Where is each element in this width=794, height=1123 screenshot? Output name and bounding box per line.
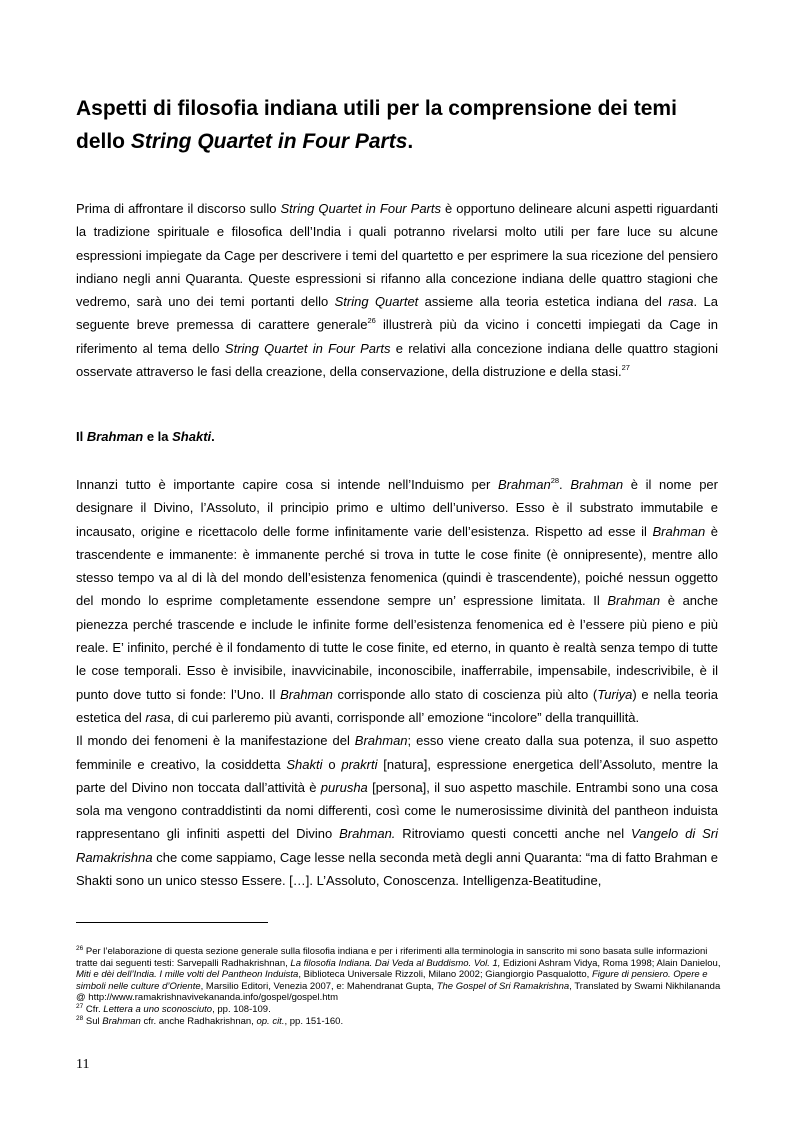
footnote-separator (76, 922, 268, 923)
title-text: Aspetti di filosofia indiana utili per la comprensione dei temi dello (76, 97, 677, 153)
work-title: String Quartet (334, 294, 419, 310)
section-heading: Il Brahman e la Shakti. (76, 429, 215, 444)
term-italic: purusha (320, 779, 368, 795)
title-italic-work: String Quartet in Four Parts (130, 130, 408, 153)
paragraph-shakti: Il mondo dei fenomeni è la manifestazione del Brahman; esso viene creato dalla sua potenza, il suo aspetto femminile e creativo, la cosiddetta Shakti o prakrti [natura], espressione energetica dell’Assoluto, mentre la parte del Divino non toccata dall’attività è purusha [persona], il suo aspetto maschile. Entrambi sono una cosa sola ma vengono contraddistinti da nomi differenti, così come le numerosissime divinità del pantheon induista rappresentano gli infiniti aspetti del Divino Brahman. Ritroviamo questi concetti anche nel Vangelo di Sri Ramakrishna che come sappiamo, Cage lesse nella seconda metà degli anni Quaranta: “ma di fatto Brahman e Shakti sono un unico stesso Essere. […]. L’Assoluto, Conoscenza. Intelligenza-Beatitudine, (76, 733, 719, 889)
term-italic: Brahman (497, 477, 551, 492)
term-italic: Brahman (652, 523, 706, 539)
section-term: Shakti (172, 429, 212, 444)
footnote-ref-27[interactable]: 27 (621, 363, 630, 373)
term-italic: prakrti (341, 756, 378, 772)
term-italic: Turiya (597, 686, 633, 702)
page-number: 11 (76, 1057, 90, 1072)
paragraph-brahman: Innanzi tutto è importante capire cosa si intende nell’Induismo per Brahman$^{28}$. Brahman è il nome per designare il Divino, l’Assoluto, il principio primo e ultimo dell’universo. Esso è il substrato immutabile e incausato, origine e ricettacolo delle forme infinitamente varie dell’esistenza. Rispetto ad esse il Brahman è trascendente e immanente: è immanente perché si trova in tutte le cose finite (è onnipresente), mentre allo stesso tempo va al di là del mondo dell’esistenza fenomenica (quindi è trascendente), poiché nessun oggetto del mondo lo esprime completamente essendone sempre un’ espressione limitata. Il Brahman è anche pienezza perché trascende e include le infinite forme dell’esistenza fenomenica ed è l’essere più pieno e più reale. E’ infinito, perché è il fondamento di tutte le cose finite, ed eterno, in quanto è realtà senza tempo di tutte le cose temporali. Esso è invisibile, inavvicinabile, inconoscibile, inafferrabile, impensabile, indescrivibile, è il punto dove tutto si fonde: l’Uno. Il Brahman corrisponde allo stato di coscienza più alto (Turiya) e nella teoria estetica del rasa, di cui parleremo più avanti, corrisponde all’ emozione “incolore” della tranquillità. (76, 476, 718, 725)
term-italic: Shakti (286, 756, 323, 772)
work-title: String Quartet in Four Parts (280, 201, 441, 216)
footnote-number: 26 (76, 945, 84, 952)
footnote-26: $^{26}$ Per l’elaborazione di questa sezione generale sulla filosofia indiana e per i riferimenti alla terminologia in sanscrito mi sono basata sulle informazioni tratte dai seguenti testi: Sarvepalli Radhakrishnan, La filosofia Indiana. Dai Veda al Buddismo. Vol. 1, Edizioni Ashram Vidya, Roma 1998; Alain Danielou, Miti e dèi dell’India. I mille volti del Pantheon Induista, Biblioteca Universale Rizzoli, Milano 2002; Giangiorgio Pasqualotto, Figure di pensiero. Opere e simboli nelle culture d’Oriente, Marsilio Editori, Venezia 2007, e: Mahendranat Gupta, The Gospel of Sri Ramakrishna, Translated by Swami Nikhilananda @ http://www.ramakrishnavivekananda.info/gospel/gospel.htm (76, 945, 721, 1004)
term-italic: Brahman (354, 733, 408, 749)
footnote-url-text: , Translated by Swami Nikhilananda @ http://www.ramakrishnavivekananda.info/gospel/gospel.htm (76, 980, 721, 1004)
term-italic: Brahman. (339, 826, 396, 842)
term-italic: rasa (668, 294, 694, 310)
footnote-number: 27 (76, 1002, 84, 1010)
footnote-27: $^{27}$ Cfr. Lettera a uno sconosciuto, pp. 108-109. (76, 1002, 271, 1015)
term-italic: Brahman (607, 593, 661, 609)
main-text (76, 473, 718, 892)
work-title: String Quartet in Four Parts (224, 340, 391, 356)
footnote-ref-26[interactable]: 26 (367, 316, 376, 326)
work-title: Vangelo di Sri Ramakrishna (76, 826, 718, 865)
footnote-ref-28[interactable]: 28 (550, 476, 560, 485)
title-period: . (407, 130, 414, 153)
term-italic: rasa (145, 709, 171, 725)
chapter-title (76, 92, 726, 158)
term-italic: Brahman (570, 477, 624, 492)
footnotes (76, 946, 726, 1027)
footnote-number: 28 (76, 1014, 84, 1022)
intro-paragraph: Prima di affrontare il discorso sullo String Quartet in Four Parts è opportuno delineare alcuni aspetti riguardanti la tradizione spirituale e filosofica dell’India i quali potranno rivelarsi molto utili per fare luce su alcune espressioni impiegate da Cage per descrivere i temi del quartetto e per esprimere la sua ricezione del pensiero indiano negli anni Quaranta. Queste espressioni si rifanno alla concezione indiana delle quattro stagioni che vedremo, sarà uno dei temi portanti dello String Quartet assieme alla teoria estetica indiana del rasa. La seguente breve premessa di carattere generale$^{26}$ illustrerà più da vicino i concetti impiegati da Cage in riferimento al tema dello String Quartet in Four Parts e relativi alla concezione indiana delle quattro stagioni osservate attraverso le fasi della creazione, della conservazione, della distruzione e della stasi.$^{27}$ (76, 201, 719, 380)
section-term: Brahman (86, 429, 144, 444)
footnote-28: $^{28}$ Sul Brahman cfr. anche Radhakrishnan, op. cit., pp. 151-160. (76, 1014, 344, 1027)
term-italic: Brahman (280, 686, 333, 702)
